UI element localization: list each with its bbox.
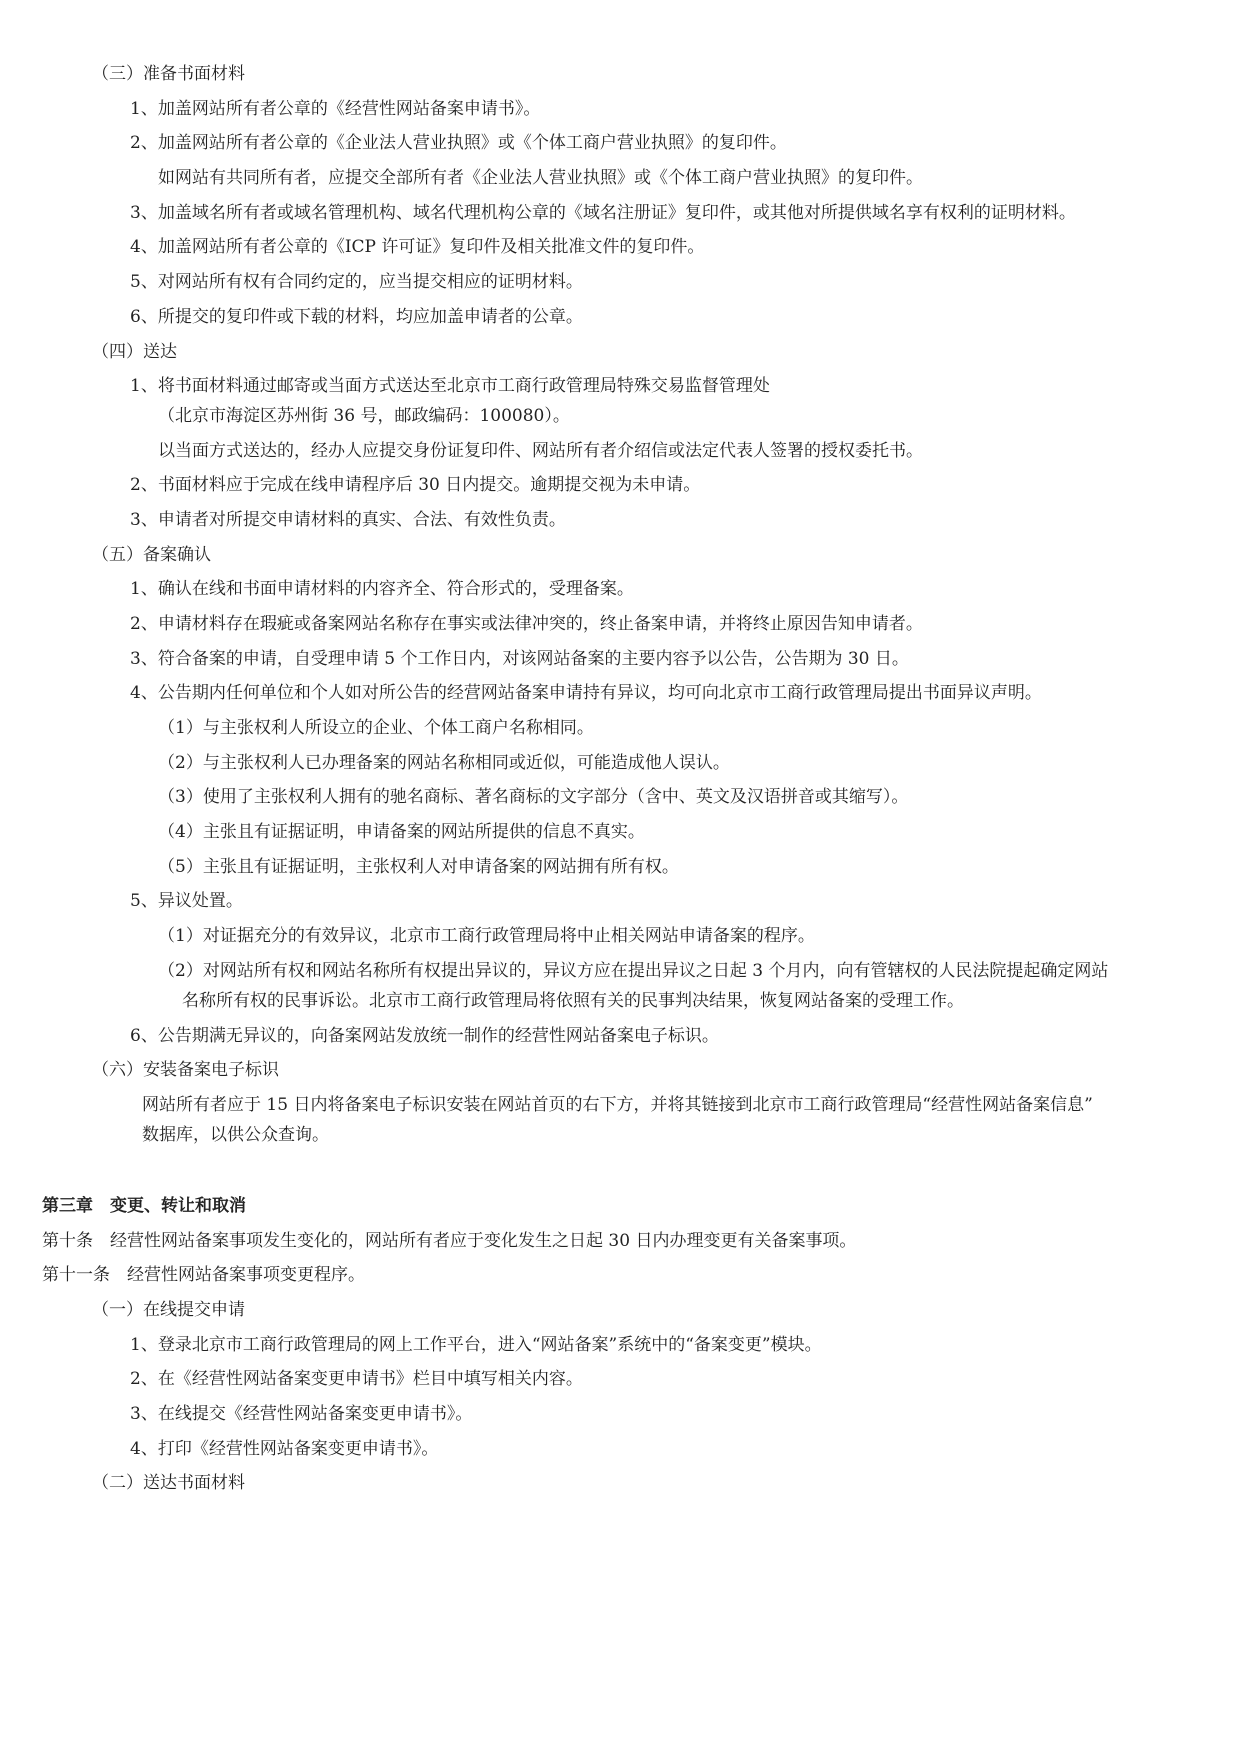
article-text: 第十条 经营性网站备案事项发生变化的，网站所有者应于变化发生之日起 30 日内办理变更有关备案事项。 bbox=[42, 1231, 857, 1251]
list-item: 3、符合备案的申请，自受理申请 5 个工作日内，对该网站备案的主要内容予以公告，公告期为 30 日。 bbox=[130, 649, 909, 669]
chapter-title: 第三章 变更、转让和取消 bbox=[42, 1196, 246, 1216]
article-text: 第十一条 经营性网站备案事项变更程序。 bbox=[42, 1265, 365, 1285]
sub-list-item: （1）对证据充分的有效异议，北京市工商行政管理局将中止相关网站申请备案的程序。 bbox=[158, 926, 815, 946]
section-heading: （二）送达书面材料 bbox=[92, 1473, 245, 1493]
sub-list-item: （3）使用了主张权利人拥有的驰名商标、著名商标的文字部分（含中、英文及汉语拼音或其缩写）。 bbox=[158, 787, 909, 807]
list-item: 3、申请者对所提交申请材料的真实、合法、有效性负责。 bbox=[130, 510, 566, 530]
paragraph: （北京市海淀区苏州街 36 号，邮政编码：100080）。 bbox=[158, 406, 570, 426]
list-item: 1、加盖网站所有者公章的《经营性网站备案申请书》。 bbox=[130, 99, 541, 119]
list-item: 5、对网站所有权有合同约定的，应当提交相应的证明材料。 bbox=[130, 272, 583, 292]
sub-list-item: （1）与主张权利人所设立的企业、个体工商户名称相同。 bbox=[158, 718, 594, 738]
list-item: 2、申请材料存在瑕疵或备案网站名称存在事实或法律冲突的，终止备案申请，并将终止原因告知申请者。 bbox=[130, 614, 923, 634]
list-item: 2、在《经营性网站备案变更申请书》栏目中填写相关内容。 bbox=[130, 1369, 583, 1389]
list-item: 2、书面材料应于完成在线申请程序后 30 日内提交。逾期提交视为未申请。 bbox=[130, 475, 701, 495]
list-item: 3、加盖域名所有者或域名管理机构、域名代理机构公章的《域名注册证》复印件，或其他对所提供域名享有权利的证明材料。 bbox=[130, 203, 1076, 223]
list-item: 6、所提交的复印件或下载的材料，均应加盖申请者的公章。 bbox=[130, 307, 583, 327]
list-item: 4、打印《经营性网站备案变更申请书》。 bbox=[130, 1439, 439, 1459]
list-item: 5、异议处置。 bbox=[130, 891, 243, 911]
section-heading: （三）准备书面材料 bbox=[92, 64, 245, 84]
sub-list-item: （5）主张且有证据证明，主张权利人对申请备案的网站拥有所有权。 bbox=[158, 857, 679, 877]
sub-list-item: （2）与主张权利人已办理备案的网站名称相同或近似，可能造成他人误认。 bbox=[158, 753, 730, 773]
list-item: 3、在线提交《经营性网站备案变更申请书》。 bbox=[130, 1404, 473, 1424]
section-heading: （四）送达 bbox=[92, 342, 177, 362]
section-heading: （五）备案确认 bbox=[92, 545, 211, 565]
sub-list-item: （4）主张且有证据证明，申请备案的网站所提供的信息不真实。 bbox=[158, 822, 645, 842]
section-heading: （一）在线提交申请 bbox=[92, 1300, 245, 1320]
sub-list-item: （2）对网站所有权和网站名称所有权提出异议的，异议方应在提出异议之日起 3 个月内，向有管辖权的人民法院提起确定网站 bbox=[158, 961, 1109, 981]
list-item: 4、加盖网站所有者公章的《ICP 许可证》复印件及相关批准文件的复印件。 bbox=[130, 237, 705, 257]
list-item: 1、确认在线和书面申请材料的内容齐全、符合形式的，受理备案。 bbox=[130, 579, 634, 599]
sub-list-item-continuation: 名称所有权的民事诉讼。北京市工商行政管理局将依照有关的民事判决结果，恢复网站备案的受理工作。 bbox=[182, 991, 964, 1011]
section-heading: （六）安装备案电子标识 bbox=[92, 1060, 279, 1080]
paragraph-continuation: 数据库，以供公众查询。 bbox=[142, 1125, 329, 1145]
list-item: 6、公告期满无异议的，向备案网站发放统一制作的经营性网站备案电子标识。 bbox=[130, 1026, 719, 1046]
list-item: 2、加盖网站所有者公章的《企业法人营业执照》或《个体工商户营业执照》的复印件。 bbox=[130, 133, 787, 153]
list-item: 1、登录北京市工商行政管理局的网上工作平台，进入“网站备案”系统中的“备案变更”模块。 bbox=[130, 1335, 822, 1355]
paragraph: 如网站有共同所有者，应提交全部所有者《企业法人营业执照》或《个体工商户营业执照》的复印件。 bbox=[158, 168, 923, 188]
paragraph: 网站所有者应于 15 日内将备案电子标识安装在网站首页的右下方，并将其链接到北京市工商行政管理局“经营性网站备案信息” bbox=[142, 1095, 1093, 1115]
paragraph: 以当面方式送达的，经办人应提交身份证复印件、网站所有者介绍信或法定代表人签署的授权委托书。 bbox=[158, 441, 923, 461]
list-item: 1、将书面材料通过邮寄或当面方式送达至北京市工商行政管理局特殊交易监督管理处 bbox=[130, 376, 770, 396]
list-item: 4、公告期内任何单位和个人如对所公告的经营网站备案申请持有异议，均可向北京市工商行政管理局提出书面异议声明。 bbox=[130, 683, 1042, 703]
